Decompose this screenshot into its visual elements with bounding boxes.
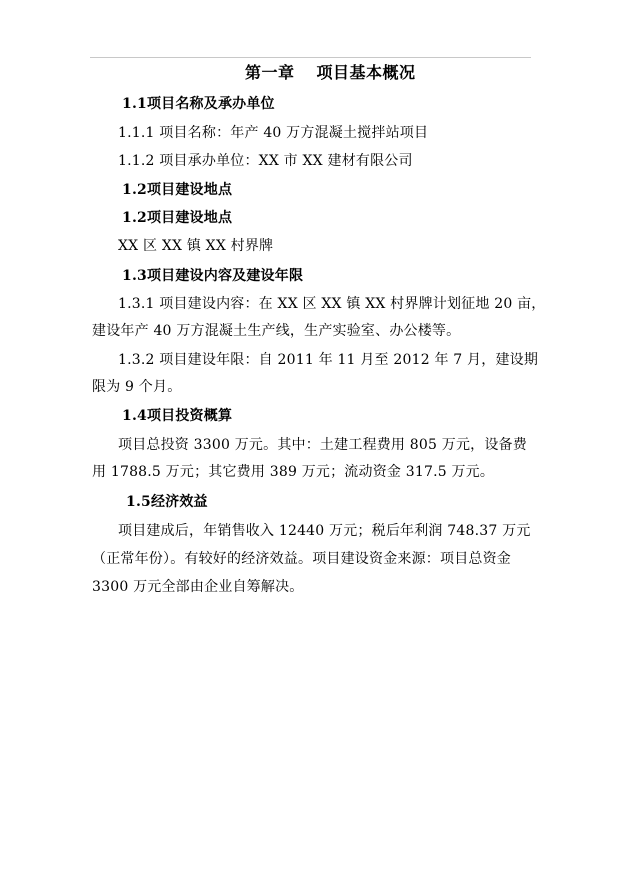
section-1-5-line-2: （正常年份）。有较好的经济效益。项目建设资金来源：项目总资金 bbox=[92, 551, 511, 567]
section-1-3-1-line-1: 1.3.1 项目建设内容：在 XX 区 XX 镇 XX 村界牌计划征地 20 亩， bbox=[118, 296, 546, 312]
section-1-3-heading: 1.3项目建设内容及建设年限 bbox=[122, 268, 304, 284]
chapter-number: 第一章 bbox=[245, 63, 295, 82]
section-1-1-2-text: 1.1.2 项目承办单位：XX 市 XX 建材有限公司 bbox=[118, 153, 413, 169]
section-1-5-line-3: 3300 万元全部由企业自筹解决。 bbox=[92, 579, 304, 595]
section-1-2-location: XX 区 XX 镇 XX 村界牌 bbox=[118, 238, 274, 254]
section-1-1-1-text: 1.1.1 项目名称：年产 40 万方混凝土搅拌站项目 bbox=[118, 125, 429, 141]
chapter-name: 项目基本概况 bbox=[316, 63, 416, 82]
section-1-4-line-1: 项目总投资 3300 万元。其中：土建工程费用 805 万元，设备费 bbox=[118, 437, 527, 453]
section-1-3-1-line-2: 建设年产 40 万方混凝土生产线，生产实验室、办公楼等。 bbox=[92, 323, 461, 339]
header-rule bbox=[90, 57, 531, 58]
section-1-3-2-line-2: 限为 9 个月。 bbox=[92, 379, 182, 395]
section-1-2-heading: 1.2项目建设地点 bbox=[122, 182, 233, 198]
section-1-4-heading: 1.4项目投资概算 bbox=[122, 408, 233, 424]
section-1-5-heading: 1.5经济效益 bbox=[126, 494, 208, 510]
section-1-1-heading: 1.1项目名称及承办单位 bbox=[122, 96, 275, 112]
section-1-5-line-1: 项目建成后，年销售收入 12440 万元；税后年利润 748.37 万元 bbox=[118, 523, 531, 539]
section-1-2-heading-repeat: 1.2项目建设地点 bbox=[122, 210, 233, 226]
chapter-title bbox=[245, 64, 416, 82]
section-1-3-2-line-1: 1.3.2 项目建设年限：自 2011 年 11 月至 2012 年 7 月，建设期 bbox=[118, 352, 539, 368]
section-1-4-line-2: 用 1788.5 万元；其它费用 389 万元；流动资金 317.5 万元。 bbox=[92, 464, 495, 480]
